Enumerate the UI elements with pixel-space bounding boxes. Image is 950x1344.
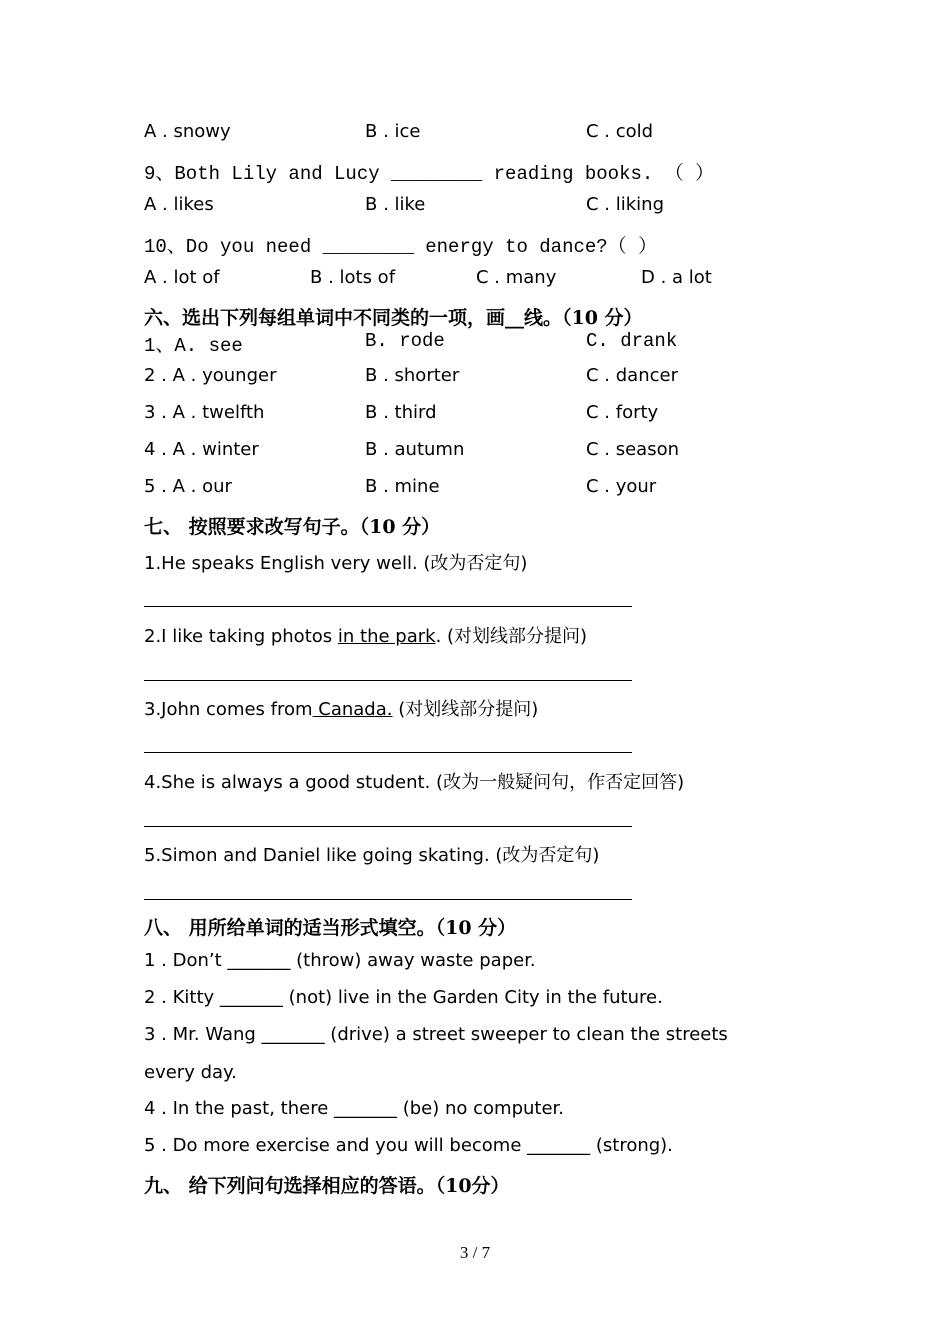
q9-option-b: B . like <box>365 194 426 215</box>
section8-q1: 1 . Don’t _______ (throw) away waste paper. <box>144 950 536 971</box>
section7-q2 <box>144 622 587 648</box>
section8-q3-line1: 3 . Mr. Wang _______ (drive) a street sweeper to clean the streets <box>144 1024 728 1045</box>
answer-line-2 <box>144 680 632 681</box>
q8-option-c: C . cold <box>586 121 654 142</box>
q10-option-c: C . many <box>476 267 557 288</box>
section6-row5-c: C . your <box>586 476 657 497</box>
section6-row3-b: B . third <box>365 402 437 423</box>
section6-row2-c: C . dancer <box>586 365 678 386</box>
answer-line-4 <box>144 826 632 827</box>
q9-option-c: C . liking <box>586 194 664 215</box>
section6-row1-b: B. rode <box>365 330 445 352</box>
q8-option-b: B . ice <box>365 121 421 142</box>
section7-q2-underlined: in the park <box>337 626 436 647</box>
section7-q2-before: 2.I like taking photos <box>144 626 338 647</box>
section7-q4: 4.She is always a good student. (改为一般疑问句，作否定回答) <box>144 772 685 793</box>
section6-row1-a: 1、A. see <box>144 335 243 357</box>
answer-line-5 <box>144 899 632 900</box>
q8-option-a: A . snowy <box>144 121 231 142</box>
section8-heading: 八、 用所给单词的适当形式填空。（10 分） <box>144 917 517 939</box>
section7-q3 <box>144 695 538 721</box>
section8-q3-line2: every day. <box>144 1062 237 1083</box>
q10-option-b: B . lots of <box>310 267 396 288</box>
answer-line-1 <box>144 606 632 607</box>
q9-option-a: A . likes <box>144 194 214 215</box>
section9-heading: 九、 给下列问句选择相应的答语。（10分） <box>144 1175 510 1197</box>
section7-q5: 5.Simon and Daniel like going skating. (改为否定句) <box>144 845 600 866</box>
section6-row3-a: 3 . A . twelfth <box>144 402 265 423</box>
section8-q2: 2 . Kitty _______ (not) live in the Garden City in the future. <box>144 987 663 1008</box>
q10-option-a: A . lot of <box>144 267 220 288</box>
page-number: 3 / 7 <box>459 1243 491 1262</box>
section6-row2-b: B . shorter <box>365 365 460 386</box>
section6-row1-c: C. drank <box>586 330 678 352</box>
q10-text: 10、Do you need ________ energy to dance?（ ） <box>144 236 658 258</box>
section7-q3-before: 3.John comes from <box>144 699 313 720</box>
section6-row5-a: 5 . A . our <box>144 476 232 497</box>
section7-heading: 七、 按照要求改写句子。（10 分） <box>144 516 441 538</box>
answer-line-3 <box>144 752 632 753</box>
section8-q5: 5 . Do more exercise and you will become _______ (strong). <box>144 1135 673 1156</box>
section6-row5-b: B . mine <box>365 476 440 497</box>
q9-text: 9、Both Lily and Lucy ________ reading books. （ ） <box>144 163 715 185</box>
section6-row2-a: 2 . A . younger <box>144 365 277 386</box>
section7-q1: 1.He speaks English very well. (改为否定句) <box>144 553 528 574</box>
section6-row4-b: B . autumn <box>365 439 465 460</box>
section6-heading: 六、选出下列每组单词中不同类的一项，画__线。（10 分） <box>144 307 643 329</box>
section6-row3-c: C . forty <box>586 402 659 423</box>
q10-option-d: D . a lot <box>641 267 712 288</box>
section6-row4-a: 4 . A . winter <box>144 439 259 460</box>
section8-q4: 4 . In the past, there _______ (be) no computer. <box>144 1098 565 1119</box>
section7-q3-underlined: Canada. <box>312 699 393 720</box>
section7-q2-after: . (对划线部分提问) <box>435 626 588 647</box>
section6-row4-c: C . season <box>586 439 680 460</box>
section7-q3-after: (对划线部分提问) <box>392 699 539 720</box>
